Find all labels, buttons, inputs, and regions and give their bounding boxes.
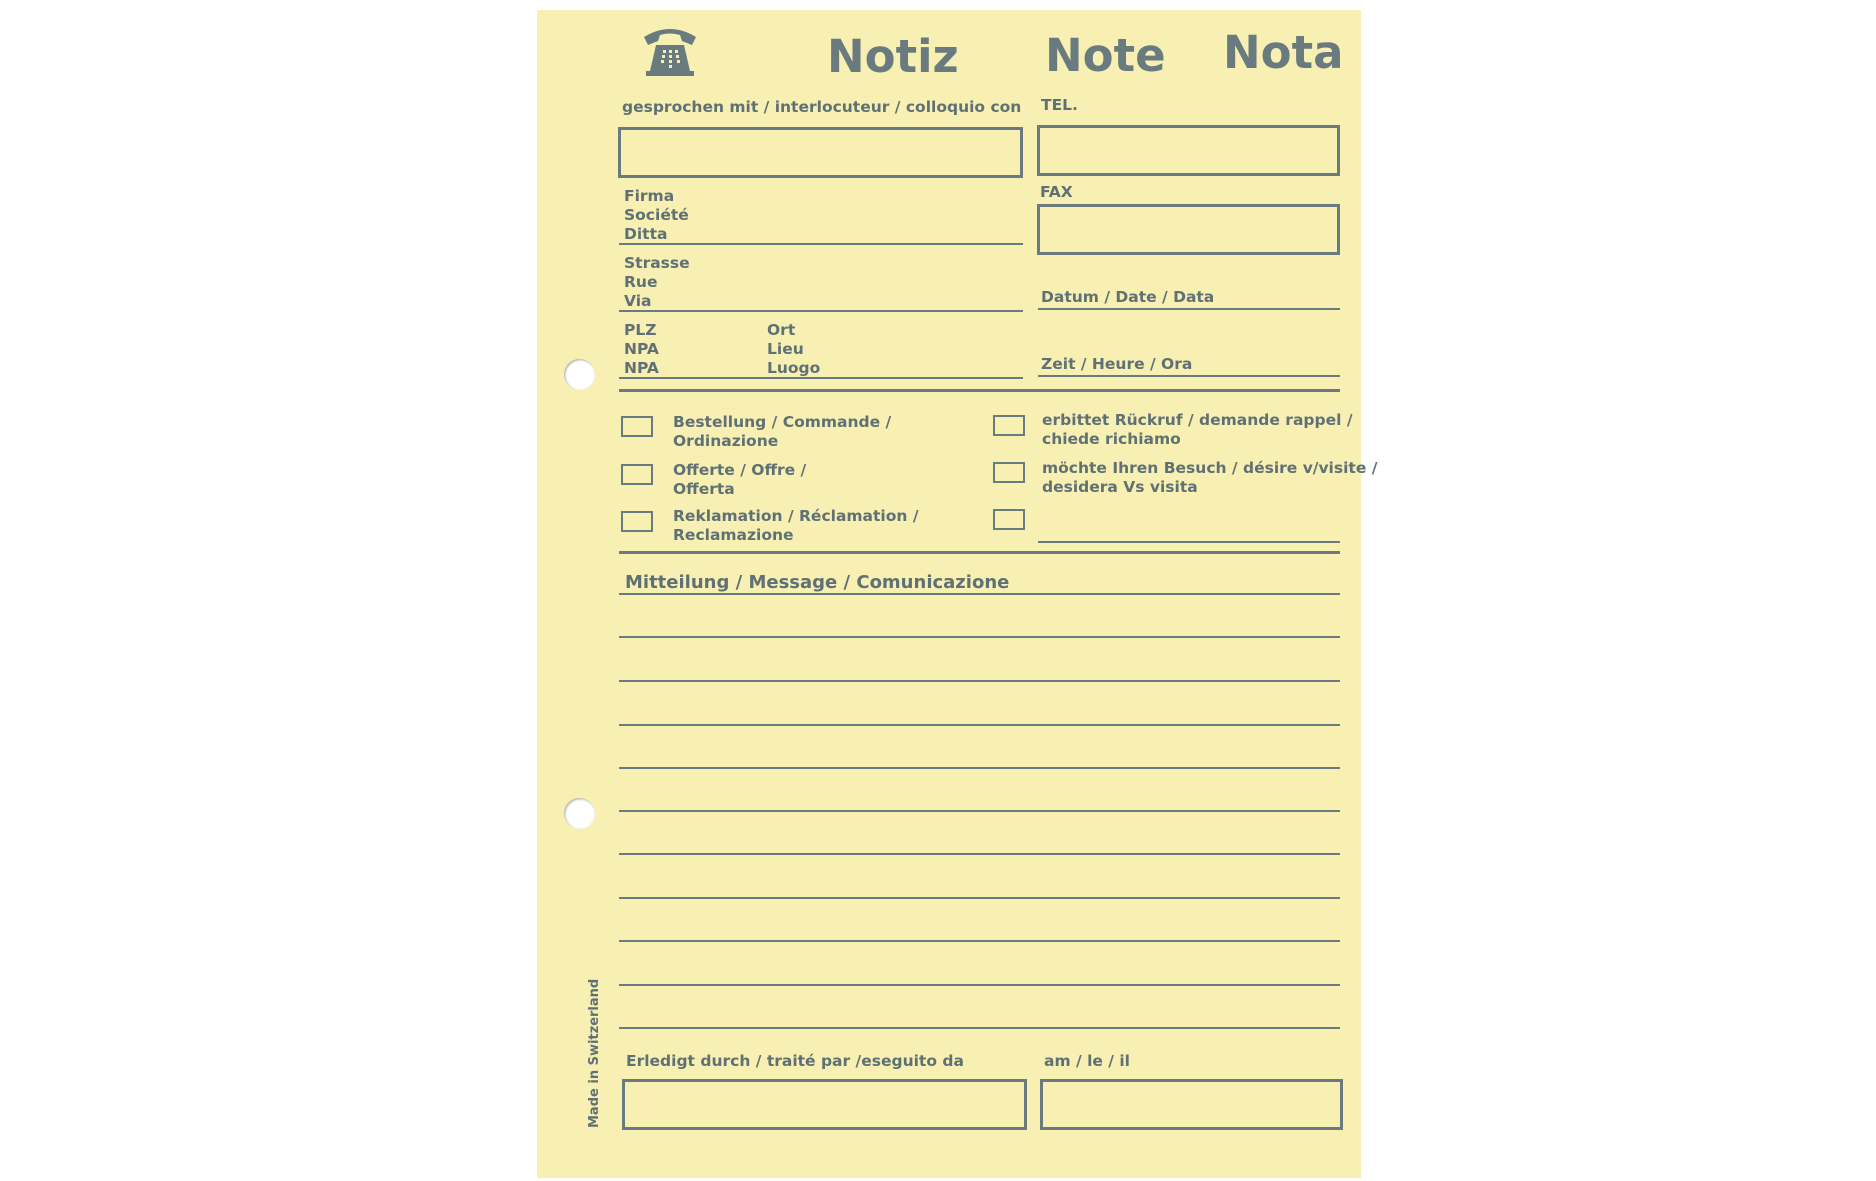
- message-line-7[interactable]: [619, 853, 1340, 855]
- message-label: Mitteilung / Message / Comunicazione: [625, 572, 1010, 593]
- tel-field[interactable]: [1037, 125, 1340, 176]
- offer-label: Offerte / Offre / Offerta: [673, 461, 807, 498]
- spoken-with-label: gesprochen mit / interlocuteur / colloquio con: [622, 98, 1022, 116]
- postcode-place-line[interactable]: [619, 377, 1023, 379]
- checkbox-other[interactable]: [993, 509, 1025, 530]
- other-line[interactable]: [1038, 541, 1340, 543]
- message-line-1[interactable]: [619, 593, 1340, 595]
- checkbox-order[interactable]: [621, 416, 653, 437]
- on-date-field[interactable]: [1040, 1079, 1343, 1130]
- fax-label: FAX: [1040, 183, 1073, 201]
- section-divider-middle: [619, 551, 1340, 554]
- section-divider-top: [619, 389, 1340, 392]
- place-label: Ort Lieu Luogo: [767, 321, 821, 377]
- street-line[interactable]: [619, 310, 1023, 312]
- punch-hole-bottom: [564, 798, 595, 829]
- checkbox-visit[interactable]: [993, 462, 1025, 483]
- message-line-6[interactable]: [619, 810, 1340, 812]
- title-notiz: Notiz: [827, 30, 959, 83]
- date-line[interactable]: [1038, 308, 1340, 310]
- message-line-8[interactable]: [619, 897, 1340, 899]
- made-in-switzerland: Made in Switzerland: [587, 978, 602, 1128]
- title-nota: Nota: [1223, 26, 1344, 79]
- tel-label: TEL.: [1041, 96, 1078, 114]
- complaint-label: Reklamation / Réclamation / Reclamazione: [673, 507, 919, 544]
- message-line-4[interactable]: [619, 724, 1340, 726]
- message-line-2[interactable]: [619, 636, 1340, 638]
- time-line[interactable]: [1038, 375, 1340, 377]
- message-line-5[interactable]: [619, 767, 1340, 769]
- note-form-sheet: [537, 10, 1378, 1178]
- title-note: Note: [1045, 29, 1166, 82]
- done-by-field[interactable]: [622, 1079, 1027, 1130]
- checkbox-offer[interactable]: [621, 464, 653, 485]
- telephone-icon: [640, 23, 700, 77]
- time-label: Zeit / Heure / Ora: [1041, 355, 1193, 373]
- checkbox-complaint[interactable]: [621, 511, 653, 532]
- on-date-label: am / le / il: [1044, 1052, 1130, 1070]
- punch-hole-top: [564, 359, 595, 390]
- done-by-label: Erledigt durch / traité par /eseguito da: [626, 1052, 964, 1070]
- company-line[interactable]: [619, 243, 1023, 245]
- visit-label: möchte Ihren Besuch / désire v/visite / desidera Vs visita: [1042, 459, 1378, 496]
- message-line-3[interactable]: [619, 680, 1340, 682]
- fax-field[interactable]: [1037, 204, 1340, 255]
- message-line-9[interactable]: [619, 940, 1340, 942]
- company-label: Firma Société Ditta: [624, 187, 689, 243]
- order-label: Bestellung / Commande / Ordinazione: [673, 413, 892, 450]
- message-line-11[interactable]: [619, 1027, 1340, 1029]
- spoken-with-field[interactable]: [618, 127, 1023, 178]
- street-label: Strasse Rue Via: [624, 254, 690, 310]
- callback-label: erbittet Rückruf / demande rappel / chiede richiamo: [1042, 411, 1353, 448]
- date-label: Datum / Date / Data: [1041, 288, 1215, 306]
- message-line-10[interactable]: [619, 984, 1340, 986]
- postcode-label: PLZ NPA NPA: [624, 321, 659, 377]
- checkbox-callback[interactable]: [993, 415, 1025, 436]
